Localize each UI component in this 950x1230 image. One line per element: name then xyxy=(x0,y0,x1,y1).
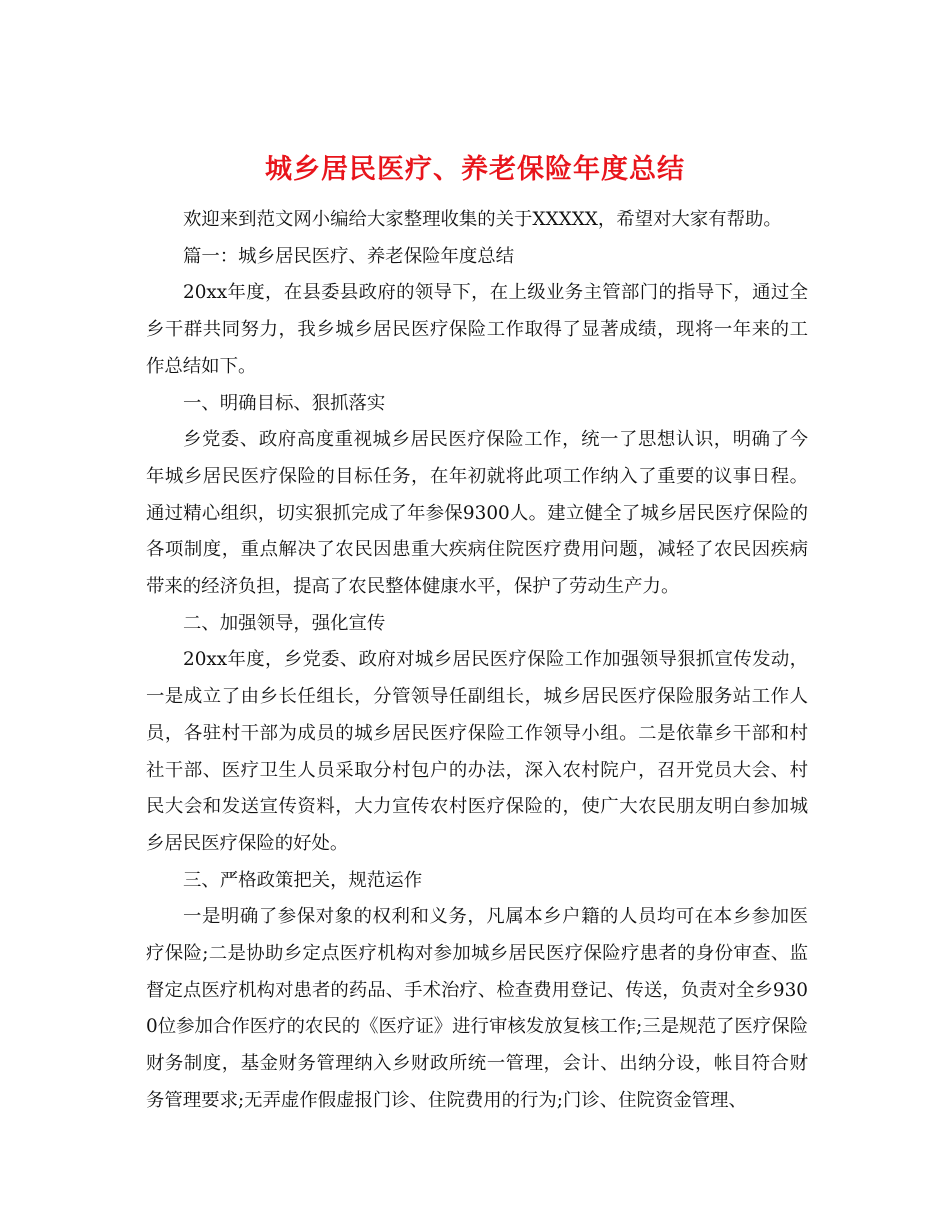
paragraph-part-one-heading: 篇一：城乡居民医疗、养老保险年度总结 xyxy=(183,245,515,267)
section-heading-one: 一、明确目标、狠抓落实 xyxy=(183,392,386,414)
section-heading-two: 二、加强领导，强化宣传 xyxy=(183,612,386,634)
paragraph-intro: 欢迎来到范文网小编给大家整理收集的关于XXXXX，希望对大家有帮助。 xyxy=(183,209,782,230)
section-heading-three: 三、严格政策把关，规范运作 xyxy=(183,869,423,891)
document-body xyxy=(146,202,808,1120)
paragraph-section-one: 乡党委、政府高度重视城乡居民医疗保险工作，统一了思想认识，明确了今年城乡居民医疗保险的目标任务，在年初就将此项工作纳入了重要的议事日程。通过精心组织，切实狠抓完成了年参保9300人。建立健全了城乡居民医疗保险的各项制度，重点解决了农民因患重大疾病住院医疗费用问题，减轻了农民因疾病带来的经济负担，提高了农民整体健康水平，保护了劳动生产力。 xyxy=(146,429,808,598)
paragraph-overview: 20xx年度，在县委县政府的领导下，在上级业务主管部门的指导下，通过全乡干群共同努力，我乡城乡居民医疗保险工作取得了显著成绩，现将一年来的工作总结如下。 xyxy=(146,282,808,377)
paragraph-section-three: 一是明确了参保对象的权利和义务，凡属本乡户籍的人员均可在本乡参加医疗保险;二是协助乡定点医疗机构对参加城乡居民医疗保险疗患者的身份审查、监督定点医疗机构对患者的药品、手术治疗、检查费用登记、传送，负责对全乡9300位参加合作医疗的农民的《医疗证》进行审核发放复核工作;三是规范了医疗保险财务制度，基金财务管理纳入乡财政所统一管理，会计、出纳分设，帐目符合财务管理要求;无弄虚作假虚报门诊、住院费用的行为;门诊、住院资金管理、 xyxy=(146,906,808,1111)
document-title: 城乡居民医疗、养老保险年度总结 xyxy=(265,154,685,186)
paragraph-section-two: 20xx年度，乡党委、政府对城乡居民医疗保险工作加强领导狠抓宣传发动，一是成立了由乡长任组长，分管领导任副组长，城乡居民医疗保险服务站工作人员，各驻村干部为成员的城乡居民医疗保险工作领导小组。二是依靠乡干部和村社干部、医疗卫生人员采取分村包户的办法，深入农村院户，召开党员大会、村民大会和发送宣传资料，大力宣传农村医疗保险的，使广大农民朋友明白参加城乡居民医疗保险的好处。 xyxy=(146,649,808,854)
